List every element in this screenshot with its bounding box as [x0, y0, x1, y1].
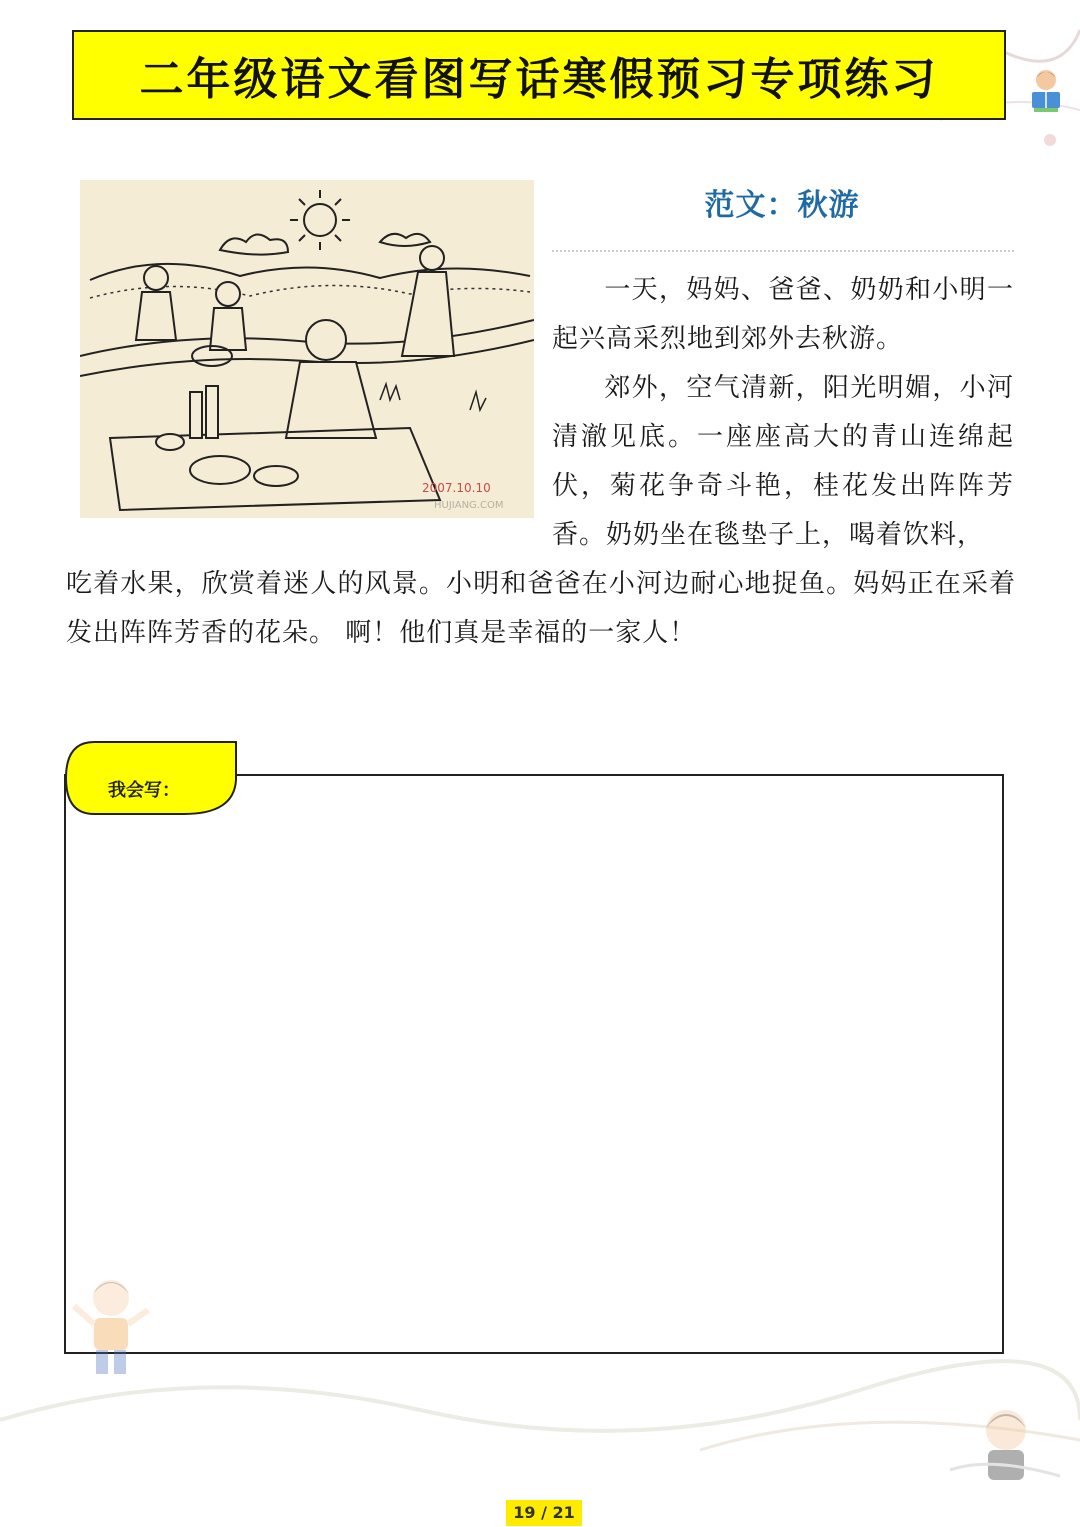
- page-indicator: 19 / 21: [506, 1500, 582, 1526]
- essay-paragraph-2: 郊外，空气清新，阳光明媚，小河清澈见底。一座座高大的青山连绵起伏，菊花争奇斗艳，桂花发出阵阵芳香。奶奶坐在毯垫子上，喝着饮料，: [552, 373, 1014, 550]
- page-title: 二年级语文看图写话寒假预习专项练习: [139, 54, 939, 105]
- boy-mascot-icon: [66, 1270, 156, 1380]
- writing-area-box[interactable]: [64, 774, 1004, 1354]
- illustration-watermark: HUJIANG.COM: [434, 500, 504, 511]
- writing-label: 我会写：: [108, 780, 180, 801]
- title-banner: [72, 30, 1006, 120]
- dotted-divider: [552, 250, 1014, 252]
- reading-child-icon: [1022, 66, 1070, 114]
- essay-paragraph-3: 吃着水果，欣赏着迷人的风景。小明和爸爸在小河边耐心地捉鱼。妈妈正在采着发出阵阵芳香的花朵。 啊！他们真是幸福的一家人！: [66, 569, 1016, 648]
- illustration-stamp: 2007.10.10: [422, 481, 491, 495]
- kite-child-icon: [950, 1400, 1060, 1490]
- essay-paragraph-1: 一天，妈妈、爸爸、奶奶和小明一起兴高采烈地到郊外去秋游。: [552, 275, 1014, 354]
- model-essay-heading: 范文：秋游: [704, 188, 860, 223]
- picnic-illustration: [80, 180, 534, 518]
